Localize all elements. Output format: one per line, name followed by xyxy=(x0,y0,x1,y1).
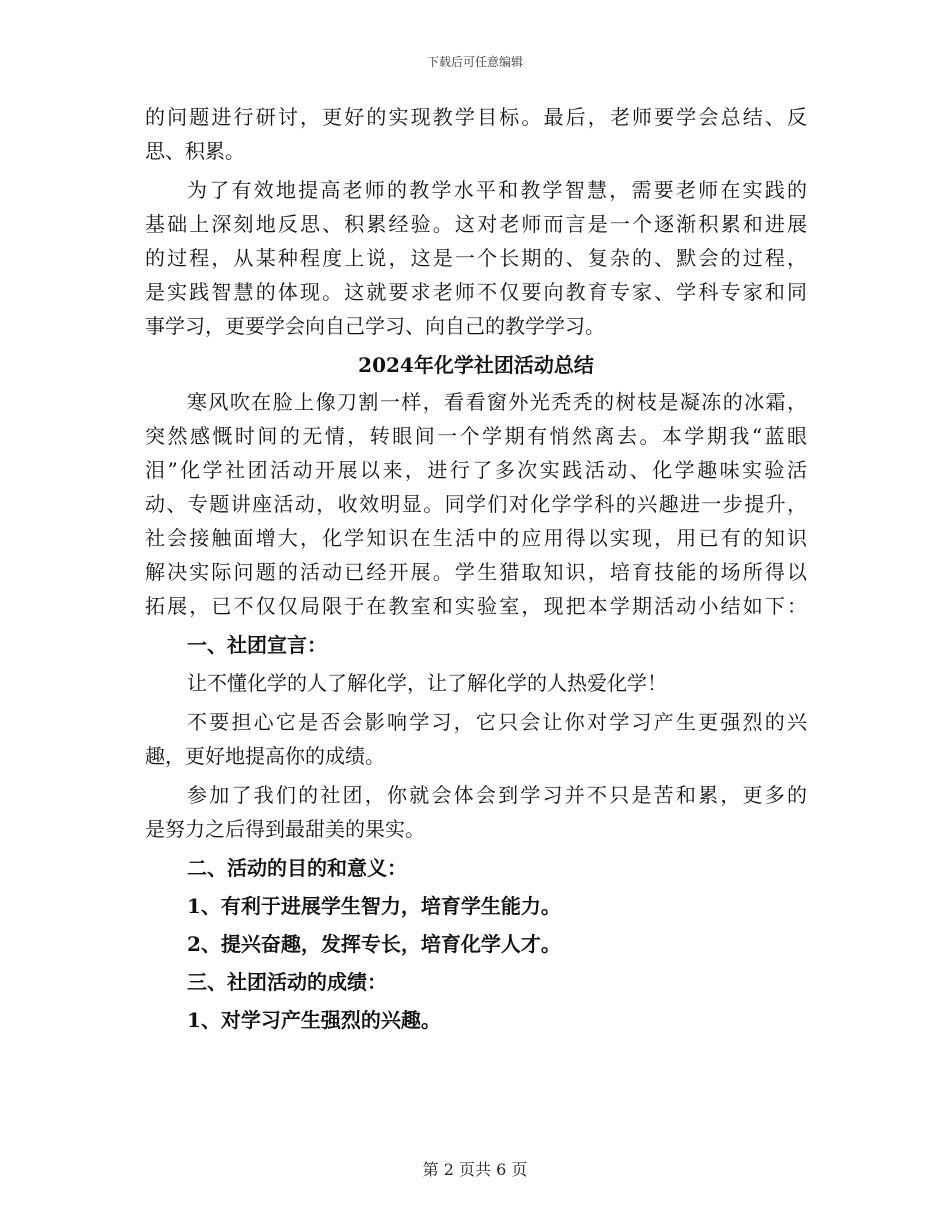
text-line: 泪”化学社团活动开展以来，进行了多次实践活动、化学趣味实验活 xyxy=(145,458,807,482)
text-line: 是努力之后得到最甜美的果实。 xyxy=(145,817,425,841)
text-line: 基础上深刻地反思、积累经验。这对老师而言是一个逐渐积累和进展 xyxy=(145,212,807,236)
text-line: 寒风吹在脸上像刀割一样，看看窗外光秃秃的树枝是凝冻的冰霜， xyxy=(187,390,807,414)
text-line: 动、专题讲座活动，收效明显。同学们对化学学科的兴趣进一步提升， xyxy=(145,492,807,516)
document-body xyxy=(145,100,807,1041)
section-heading: 一、社团宣言： xyxy=(187,633,327,657)
paragraph xyxy=(145,705,807,773)
text-line: 思、积累。 xyxy=(145,139,245,163)
text-line: 拓展，已不仅仅局限于在教室和实验室，现把本学期活动小结如下： xyxy=(145,594,807,618)
paragraph xyxy=(145,173,807,343)
section-heading: 三、社团活动的成绩： xyxy=(187,970,387,994)
text-line: 参加了我们的社团，你就会体会到学习并不只是苦和累，更多的 xyxy=(187,783,807,807)
text-line: 解决实际问题的活动已经开展。学生猎取知识，培育技能的场所得以 xyxy=(145,560,807,584)
page-footer: 第 2 页共 6 页 xyxy=(422,1160,528,1179)
page-header: 下载后可任意编辑 xyxy=(426,55,523,69)
paragraph xyxy=(145,385,807,623)
paragraph xyxy=(145,100,807,168)
text-line: 为了有效地提高老师的教学水平和教学智慧，需要老师在实践的 xyxy=(187,178,807,202)
text-line: 是实践智慧的体现。这就要求老师不仅要向教育专家、学科专家和同 xyxy=(145,280,807,304)
text-line: 突然感慨时间的无情，转眼间一个学期有悄然离去。本学期我“蓝眼 xyxy=(145,424,807,448)
text-line: 让不懂化学的人了解化学，让了解化学的人热爱化学！ xyxy=(187,671,667,695)
paragraph xyxy=(145,666,807,700)
document-title: 2024年化学社团活动总结 xyxy=(358,353,594,377)
text-line: 趣，更好地提高你的成绩。 xyxy=(145,744,385,768)
text-line: 事学习，更要学会向自己学习、向自己的教学学习。 xyxy=(145,314,605,338)
text-line: 的问题进行研讨，更好的实现教学目标。最后，老师要学会总结、反 xyxy=(145,105,807,129)
text-line: 社会接触面增大，化学知识在生活中的应用得以实现，用已有的知识 xyxy=(145,526,807,550)
paragraph xyxy=(145,778,807,846)
list-item: 2、提兴奋趣，发挥专长，培育化学人才。 xyxy=(187,932,561,956)
list-item: 1、对学习产生强烈的兴趣。 xyxy=(187,1008,441,1032)
list-item: 1、有利于进展学生智力，培育学生能力。 xyxy=(187,894,561,918)
text-line: 的过程，从某种程度上说，这是一个长期的、复杂的、默会的过程， xyxy=(145,246,807,270)
section-heading: 二、活动的目的和意义： xyxy=(187,856,407,880)
text-line: 不要担心它是否会影响学习，它只会让你对学习产生更强烈的兴 xyxy=(187,710,807,734)
